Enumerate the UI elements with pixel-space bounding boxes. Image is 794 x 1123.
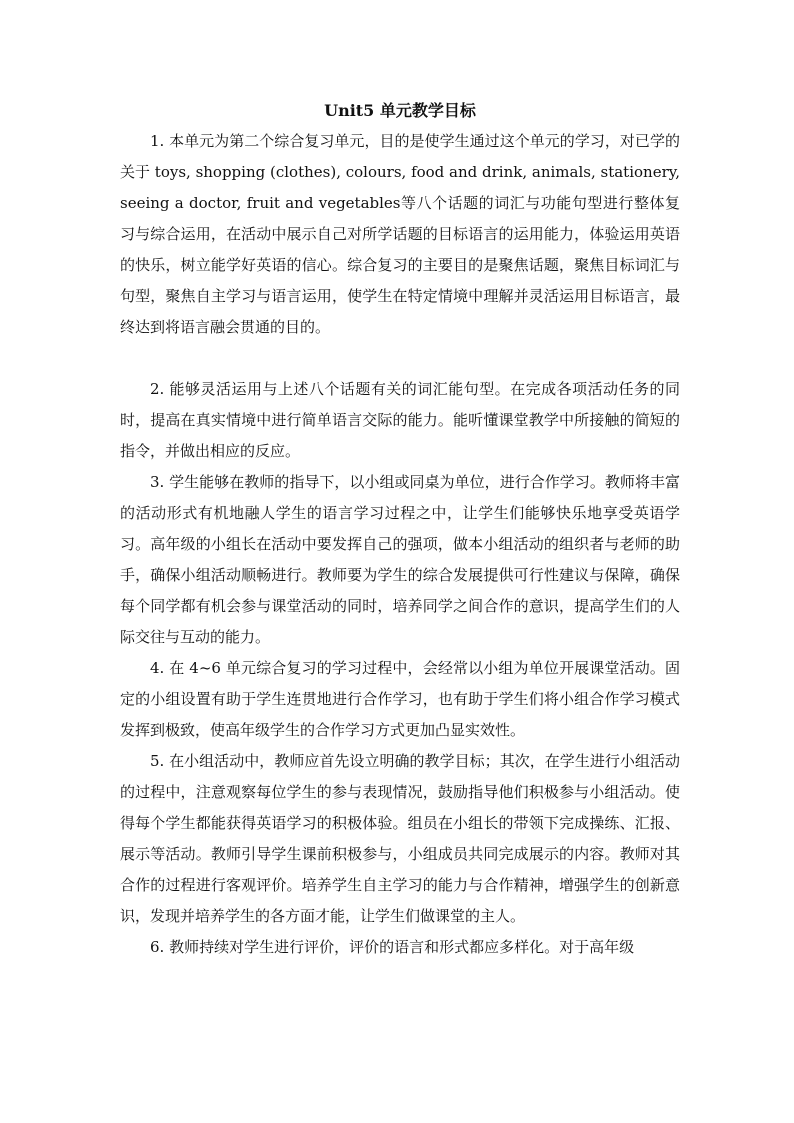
paragraph-6: 6. 教师持续对学生进行评价，评价的语言和形式都应多样化。对于高年级 — [150, 938, 635, 956]
paragraph-3: 3. 学生能够在教师的指导下，以小组或同桌为单位，进行合作学习。教师将丰富的活动形式有机地融人学生的语言学习过程之中，让学生们能够快乐地享受英语学习。高年级的小组长在活动中要发挥自己的强项，做本小组活动的组织者与老师的助手，确保小组活动顺畅进行。教师要为学生的综合发展提供可行性建议与保障，确保每个同学都有机会参与课堂活动的同时，培养同学之间合作的意识，提高学生们的人际交往与互动的能力。 — [120, 473, 680, 646]
document-page — [120, 100, 680, 963]
paragraph-4: 4. 在 4~6 单元综合复习的学习过程中，会经常以小组为单位开展课堂活动。固定的小组设置有助于学生连贯地进行合作学习，也有助于学生们将小组合作学习模式 发挥到极致，使高年级学生的合作学习方式更加凸显实效性。 — [120, 659, 680, 739]
paragraph-gap — [120, 343, 680, 374]
paragraph-5: 5. 在小组活动中，教师应首先设立明确的教学目标；其次，在学生进行小组活动的过程中，注意观察每位学生的参与表现情况，鼓励指导他们积极参与小组活动。使得每个学生都能获得英语学习的积极体验。组员在小组长的带领下完成操练、汇报、展示等活动。教师引导学生课前积极参与，小组成员共同完成展示的内容。教师对其合作的过程进行客观评价。培养学生自主学习的能力与合作精神，增强学生的创新意识，发现并培养学生的各方面才能，让学生们做课堂的主人。 — [120, 752, 680, 925]
paragraph-1: 1. 本单元为第二个综合复习单元，目的是使学生通过这个单元的学习，对已学的关于 toys, shopping (clothes), colours, food and drink, animals, stationery, seeing a doctor, fruit and vegetables等八个话题的词汇与功能句型进行整体复习与综合运用，在活动中展示自己对所学话题的目标语言的运用能力，体验运用英语的快乐，树立能学好英语的信心。综合复习的主要目的是聚焦话题，聚焦目标词汇与句型，聚焦自主学习与语言运用，使学生在特定情境中理解并灵活运用目标语言，最终达到将语言融会贯通的目的。 — [120, 132, 680, 336]
paragraph-2: 2. 能够灵活运用与上述八个话题有关的词汇能句型。在完成各项活动任务的同时，提高在真实情境中进行简单语言交际的能力。能听懂课堂教学中所接触的简短的指令，并做出相应的反应。 — [120, 380, 680, 460]
document-title: Unit5 单元教学目标 — [324, 101, 476, 120]
